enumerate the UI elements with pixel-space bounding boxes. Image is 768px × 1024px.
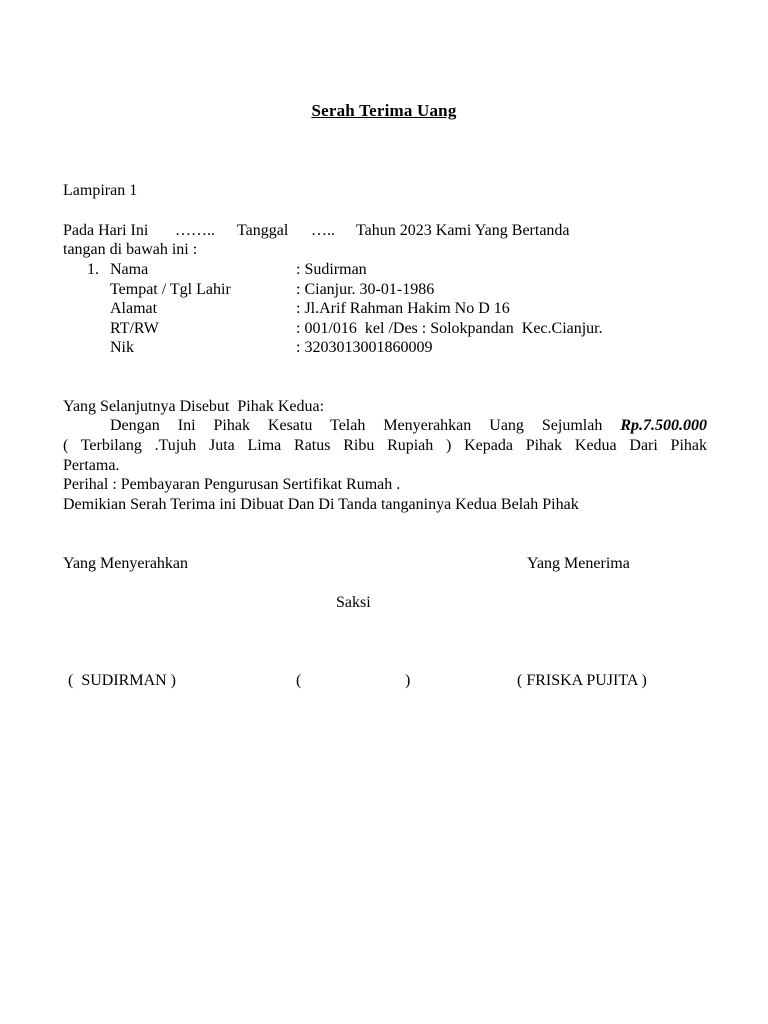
day-label: Pada Hari Ini [63,222,149,239]
subject-line: Perihal : Pembayaran Pengurusan Sertifikat Rumah . [63,476,401,493]
field-value-birth: : Cianjur. 30-01-1986 [296,281,435,298]
receiver-label: Yang Menerima [527,555,630,572]
attachment-label: Lampiran 1 [63,182,138,199]
amount-value: Rp.7.500.000 [620,417,707,434]
field-value-nama: : Sudirman [296,261,367,278]
statement-text: Dengan Ini Pihak Kesatu Telah Menyerahkan Uang Sejumlah [110,417,603,434]
day-blank: …….. [175,222,215,239]
statement-line-2: ( Terbilang .Tujuh Juta Lima Ratus Ribu Rupiah ) Kepada Pihak Kedua Dari Pihak [63,437,707,454]
statement-line-3: Pertama. [63,457,120,474]
field-value-rtrw: : 001/016 kel /Des : Solokpandan Kec.Cianjur. [296,320,603,337]
giver-label: Yang Menyerahkan [63,555,189,572]
date-blank: ….. [311,222,335,239]
witness-name-close: ) [405,672,411,689]
witness-label: Saksi [336,594,371,611]
field-label-nik: Nik [110,339,134,356]
witness-name-open: ( [296,672,302,689]
field-label-birth: Tempat / Tgl Lahir [110,281,231,298]
receiver-name: ( FRISKA PUJITA ) [517,672,647,689]
field-value-nik: : 3203013001860009 [296,339,433,356]
field-label-address: Alamat [110,300,158,317]
list-number: 1. [87,261,99,278]
statement-line-1 [110,416,707,436]
date-label: Tanggal [237,222,289,239]
giver-name: ( SUDIRMAN ) [68,672,176,689]
field-label-rtrw: RT/RW [110,320,159,337]
year-text: Tahun 2023 Kami Yang Bertanda [356,222,570,239]
document-title: Serah Terima Uang [311,101,457,120]
field-label-nama: Nama [110,261,149,278]
closing-line: Demikian Serah Terima ini Dibuat Dan Di Tanda tanganinya Kedua Belah Pihak [63,496,579,513]
intro-continuation: tangan di bawah ini : [63,241,198,258]
second-party-line: Yang Selanjutnya Disebut Pihak Kedua: [63,398,325,415]
field-value-address: : Jl.Arif Rahman Hakim No D 16 [296,300,510,317]
